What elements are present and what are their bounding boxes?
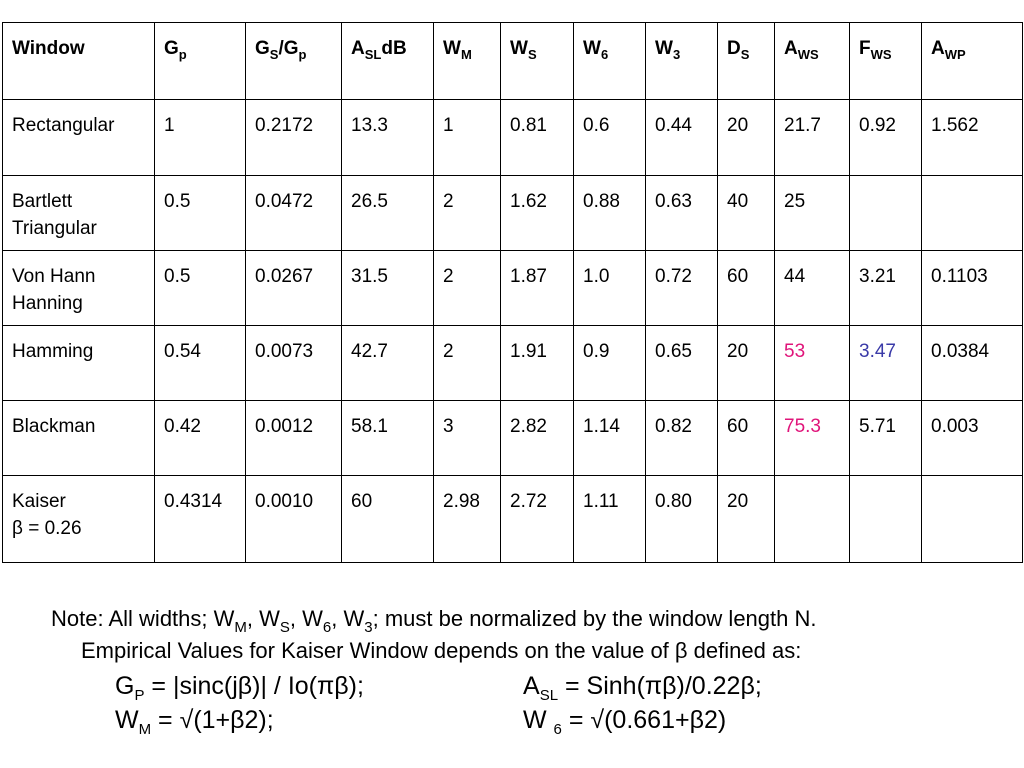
table-cell: 20 (718, 476, 775, 563)
table-cell: 0.72 (646, 251, 718, 326)
header-aws: $A_{WS}$ (775, 23, 850, 100)
table-cell: 1.11 (574, 476, 646, 563)
table-row (3, 476, 1023, 563)
table-cell: 2 (434, 251, 501, 326)
table-cell: 1 (434, 100, 501, 176)
table-cell: 0.0472 (246, 176, 342, 251)
window-name-cell: Bartlett Triangular (3, 176, 155, 251)
table-cell: 0.9 (574, 326, 646, 401)
note-line-kaiser: Empirical Values for Kaiser Window depends on the value of β defined as: (81, 638, 802, 663)
header-fws: $F_{WS}$ (850, 23, 922, 100)
formula-wm: $W_M = √(1+\beta 2)$; (115, 706, 274, 738)
table-cell: 13.3 (342, 100, 434, 176)
table-cell: 1.91 (501, 326, 574, 401)
note-line-widths: Note: All widths; $W_M$, $W_S$, $W_6$, $W_3$; must be normalized by the window length N. (51, 606, 817, 636)
table-cell: 26.5 (342, 176, 434, 251)
table-cell-highlight-red: 75.3 (775, 401, 850, 476)
window-name-cell: Von Hann Hanning (3, 251, 155, 326)
table-row (3, 251, 1023, 326)
table-cell: 2.72 (501, 476, 574, 563)
table-cell: 0.42 (155, 401, 246, 476)
table-row (3, 326, 1023, 401)
header-ds: $D_S$ (718, 23, 775, 100)
table-cell: 0.0384 (922, 326, 1023, 401)
table-cell: 1.562 (922, 100, 1023, 176)
table-cell: 2.82 (501, 401, 574, 476)
table-cell: 0.63 (646, 176, 718, 251)
table-cell: 1 (155, 100, 246, 176)
header-gs-gp: $G_S/G_p$ (246, 23, 342, 100)
table-cell: 40 (718, 176, 775, 251)
table-row (3, 100, 1023, 176)
table-header-row (3, 23, 1023, 100)
table-cell: 0.44 (646, 100, 718, 176)
header-asl-db: $A_{SL}dB$ (342, 23, 434, 100)
table-cell: 25 (775, 176, 850, 251)
header-w6: $W_6$ (574, 23, 646, 100)
formula-gp: $G_P = |\sin c(j\beta)| / Io(\pi\beta)$; (115, 672, 364, 704)
table-cell: 0.82 (646, 401, 718, 476)
table-cell: 2.98 (434, 476, 501, 563)
window-name-cell: Rectangular (3, 100, 155, 176)
header-w3: $W_3$ (646, 23, 718, 100)
table-cell: 5.71 (850, 401, 922, 476)
header-awp: $A_{WP}$ (922, 23, 1023, 100)
table-cell (922, 476, 1023, 563)
table-row (3, 176, 1023, 251)
table-cell: 60 (718, 251, 775, 326)
table-cell: 3 (434, 401, 501, 476)
table-cell: 44 (775, 251, 850, 326)
table-cell: 0.003 (922, 401, 1023, 476)
table-cell: 60 (342, 476, 434, 563)
window-comparison-table (2, 22, 1023, 563)
header-wm: $W_M$ (434, 23, 501, 100)
table-cell: 0.0010 (246, 476, 342, 563)
table-cell: 0.1103 (922, 251, 1023, 326)
table-cell: 58.1 (342, 401, 434, 476)
table-cell: 0.92 (850, 100, 922, 176)
table-cell (850, 476, 922, 563)
table-cell (850, 176, 922, 251)
table-cell: 0.5 (155, 176, 246, 251)
table-cell-highlight-blue: 3.47 (850, 326, 922, 401)
header-window: Window (3, 23, 155, 100)
table-cell: 1.87 (501, 251, 574, 326)
table-cell: 0.2172 (246, 100, 342, 176)
table-cell: 0.0012 (246, 401, 342, 476)
table-cell: 1.0 (574, 251, 646, 326)
window-name-cell: Blackman (3, 401, 155, 476)
table-cell: 1.62 (501, 176, 574, 251)
table-cell: 0.88 (574, 176, 646, 251)
table-cell: 0.81 (501, 100, 574, 176)
header-ws: $W_S$ (501, 23, 574, 100)
table-cell: 0.4314 (155, 476, 246, 563)
window-name-cell: Hamming (3, 326, 155, 401)
table-cell: 60 (718, 401, 775, 476)
table-cell: 0.80 (646, 476, 718, 563)
table-cell (922, 176, 1023, 251)
table-cell: 20 (718, 326, 775, 401)
table-cell-highlight-red: 53 (775, 326, 850, 401)
table-cell: 1.14 (574, 401, 646, 476)
table-cell: 21.7 (775, 100, 850, 176)
formula-w6: W $_6$ = √(0.661+β2) (523, 706, 727, 738)
table-cell: 2 (434, 176, 501, 251)
table-cell: 0.6 (574, 100, 646, 176)
table-cell (775, 476, 850, 563)
window-name-cell: Kaiser β = 0.26 (3, 476, 155, 563)
table-cell: 0.65 (646, 326, 718, 401)
table-cell: 3.21 (850, 251, 922, 326)
table-cell: 0.0073 (246, 326, 342, 401)
table-cell: 0.5 (155, 251, 246, 326)
table-cell: 42.7 (342, 326, 434, 401)
table-cell: 2 (434, 326, 501, 401)
formula-asl: $A_{SL}$ = Sinh(πβ)/0.22β; (523, 672, 762, 704)
table-cell: 20 (718, 100, 775, 176)
header-gp: $G_p$ (155, 23, 246, 100)
table-row (3, 401, 1023, 476)
table-cell: 0.54 (155, 326, 246, 401)
table-cell: 31.5 (342, 251, 434, 326)
table-cell: 0.0267 (246, 251, 342, 326)
